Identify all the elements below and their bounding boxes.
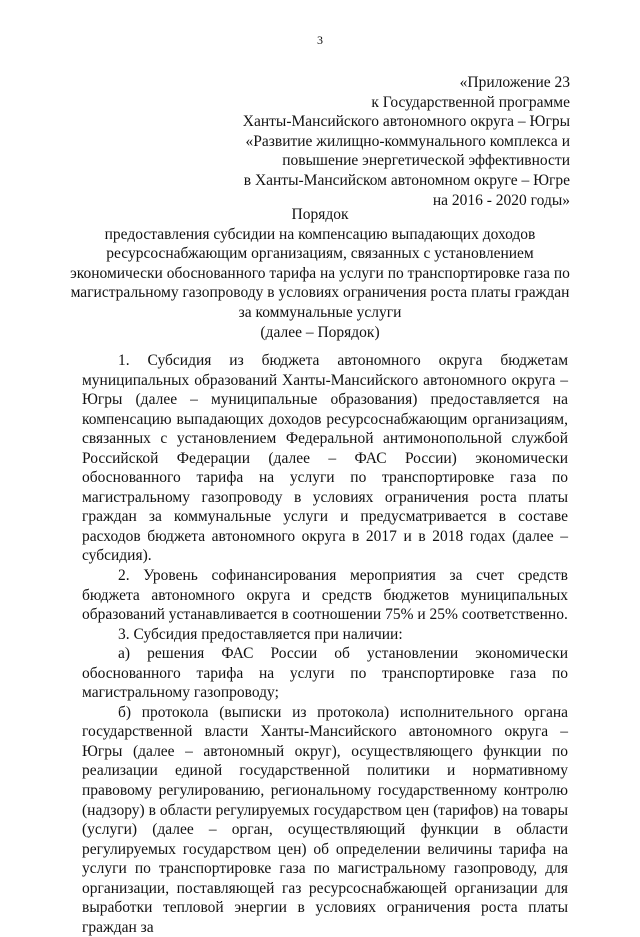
appendix-header <box>190 73 570 210</box>
title-line: за коммунальные услуги <box>238 303 402 321</box>
appendix-line: в Ханты-Мансийском автономном округе – Югре <box>243 171 570 189</box>
appendix-line: на 2016 - 2020 годы» <box>432 191 570 209</box>
title-line: предоставления субсидии на компенсацию выпадающих доходов <box>104 225 536 243</box>
title-line: ресурсоснабжающим организациям, связанных с установлением <box>106 245 534 263</box>
document-title <box>70 205 570 342</box>
paragraph-3a: а) решения ФАС России об установлении экономически обоснованного тарифа на услуги по транспортировке газа по магистральному газопроводу; <box>82 645 568 702</box>
title-line: магистральному газопроводу в условиях ограничения роста платы граждан <box>70 284 570 302</box>
page-number: 3 <box>317 33 323 47</box>
title-line: экономически обоснованного тарифа на услуги по транспортировке газа по <box>70 264 570 282</box>
appendix-line: «Развитие жилищно-коммунального комплекса и <box>245 132 570 150</box>
appendix-line: к Государственной программе <box>371 93 570 111</box>
title-line: (далее – Порядок) <box>260 323 380 341</box>
appendix-line: повышение энергетической эффективности <box>282 152 570 170</box>
paragraph-3b: б) протокола (выписки из протокола) исполнительного органа государственной власти Ханты-Мансийского автономного округа – Югры (далее – автономный округ), осуществляющего функции по реализации единой государственной политики и нормативному правовому регулированию, региональному государственному контролю (надзору) в области регулируемых государством цен (тарифов) на товары (услуги) (далее – орган, осуществляющий функции в области регулируемых государством цен) об определении величины тарифа на услуги по транспортировке газа по магистральному газопроводу, для организации, поставляющей газ ресурсоснабжающей организации для выработки тепловой энергии в условиях ограничения роста платы граждан за <box>82 703 568 936</box>
appendix-line: «Приложение 23 <box>459 74 570 91</box>
paragraph-3: 3. Субсидия предоставляется при наличии: <box>118 625 403 643</box>
paragraph-1: 1. Субсидия из бюджета автономного округа бюджетам муниципальных образований Ханты-Мансийского автономного округа – Югры (далее – муниципальные образования) предоставляется на компенсацию выпадающих доходов ресурсоснабжающим организациям, связанных с установлением Федеральной антимонопольной службой Российской Федерации (далее – ФАС России) экономически обоснованного тарифа на услуги по транспортировке газа по магистральному газопроводу в условиях ограничения роста платы граждан за коммунальные услуги и предусматривается в составе расходов бюджета автономного округа в 2017 и в 2018 годах (далее – субсидия). <box>82 352 568 565</box>
document-body <box>82 351 568 937</box>
paragraph-2: 2. Уровень софинансирования мероприятия за счет средств бюджета автономного округа и средств бюджетов муниципальных образований устанавливается в соотношении 75% и 25% соответственно. <box>82 567 568 624</box>
appendix-line: Ханты-Мансийского автономного округа – Югры <box>242 113 570 131</box>
title-heading: Порядок <box>291 206 349 223</box>
